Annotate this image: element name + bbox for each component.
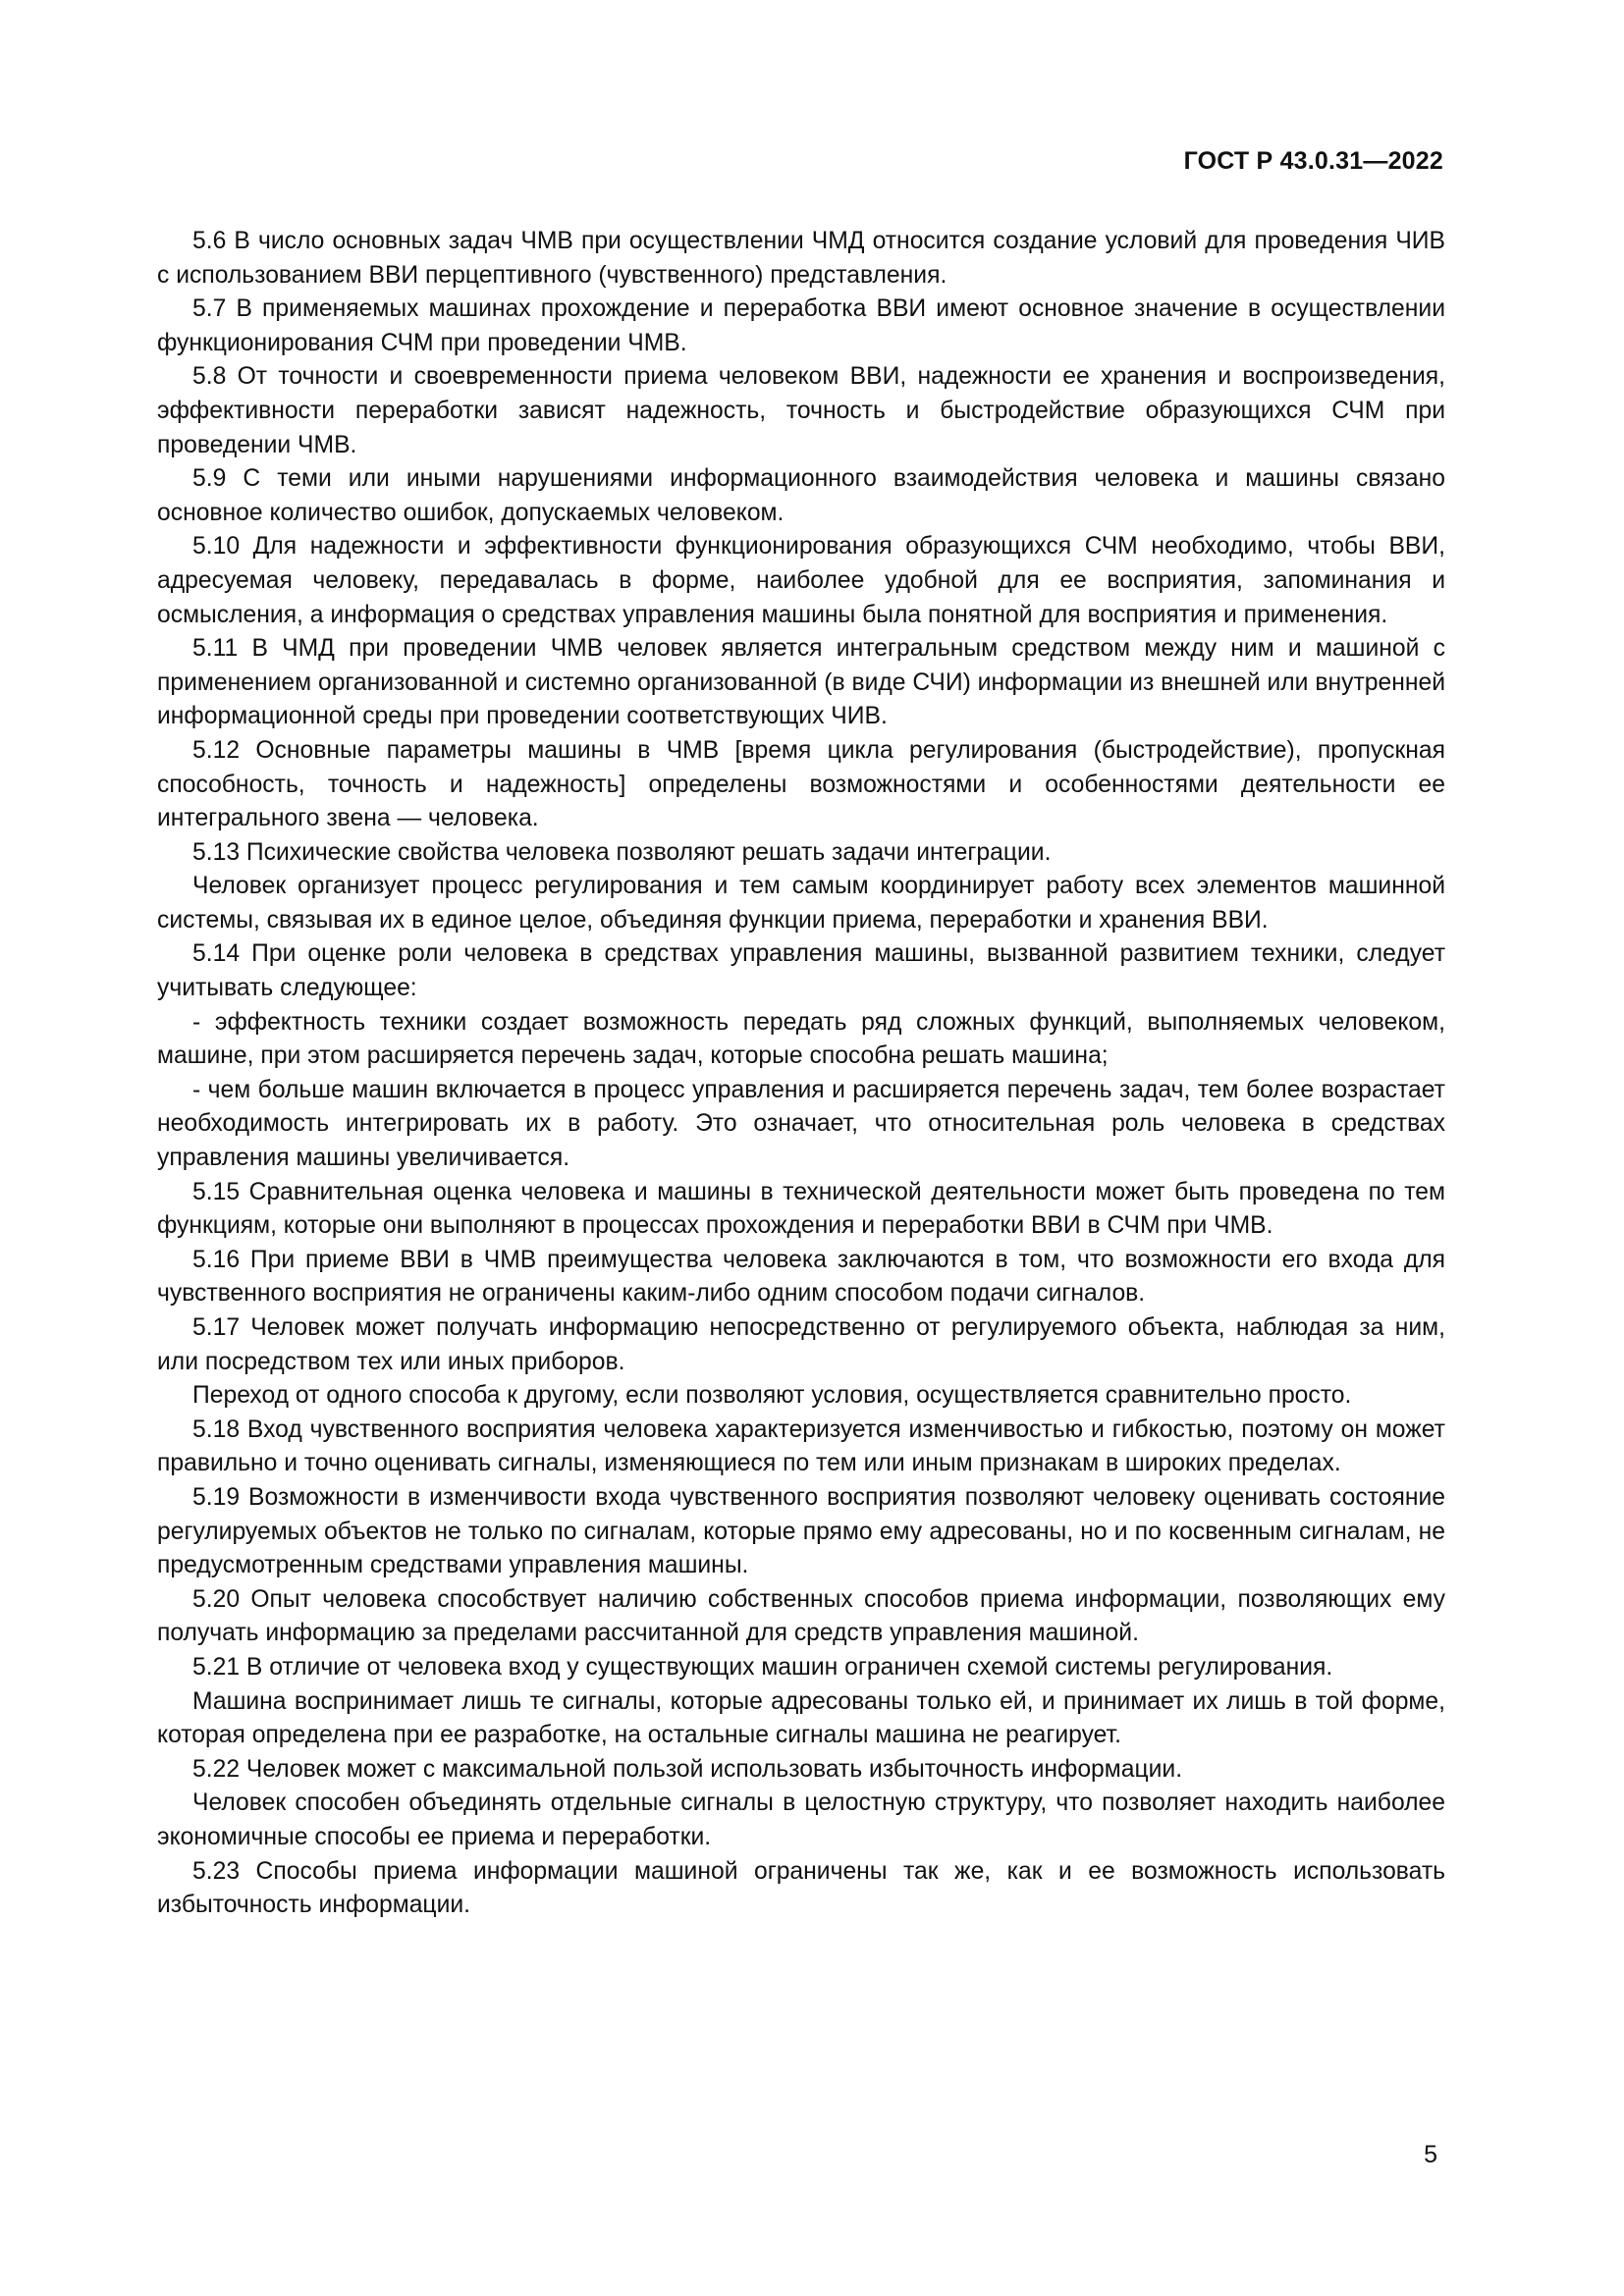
paragraph-5-21-cont: Машина воспринимает лишь те сигналы, которые адресованы только ей, и принимает их лишь в той форме, которая определена при ее разработке, на остальные сигналы машина не реагирует. (157, 1687, 1445, 1749)
paragraph-5-8: 5.8 От точности и своевременности приема человеком ВВИ, надежности ее хранения и воспроизведения, эффективности переработки зависят надежность, точность и быстродействие образующихся СЧМ при проведении ЧМВ. (157, 363, 1445, 458)
list-item-5-14-a: - эффектность техники создает возможность передать ряд сложных функций, выполняемых человеком, машине, при этом расширяется перечень задач, которые способна решать машина; (157, 1008, 1445, 1070)
document-body (157, 225, 1445, 1923)
paragraph-5-22: 5.22 Человек может с максимальной пользой использовать избыточность информации. (192, 1755, 1183, 1783)
paragraph-5-20: 5.20 Опыт человека способствует наличию собственных способов приема информации, позволяющих ему получать информацию за пределами рассчитанной для средств управления машиной. (157, 1585, 1445, 1647)
paragraph-5-6: 5.6 В число основных задач ЧМВ при осуществлении ЧМД относится создание условий для проведения ЧИВ с использованием ВВИ перцептивного (чувственного) представления. (157, 228, 1445, 289)
paragraph-5-9: 5.9 С теми или иными нарушениями информационного взаимодействия человека и машины связано основное количество ошибок, допускаемых человеком. (157, 465, 1445, 526)
paragraph-5-12: 5.12 Основные параметры машины в ЧМВ [время цикла регулирования (быстродействие), пропускная способность, точность и надежность] определены возможностями и особенностями деятельности ее интегрального звена — человека. (157, 736, 1445, 832)
paragraph-5-11: 5.11 В ЧМД при проведении ЧМВ человек является интегральным средством между ним и машиной с применением организованной и системно организованной (в виде СЧИ) информации из внешней или внутренней информационной среды при проведении соответствующих ЧИВ. (157, 635, 1445, 730)
paragraph-5-18: 5.18 Вход чувственного восприятия человека характеризуется изменчивостью и гибкостью, поэтому он может правильно и точно оценивать сигналы, изменяющиеся по тем или иным признакам в широких пределах. (157, 1415, 1445, 1477)
paragraph-5-14: 5.14 При оценке роли человека в средствах управления машины, вызванной развитием техники, следует учитывать следующее: (157, 940, 1445, 1002)
paragraph-5-17: 5.17 Человек может получать информацию непосредственно от регулируемого объекта, наблюдая за ним, или посредством тех или иных приборов. (157, 1314, 1445, 1375)
page-number: 5 (1424, 2141, 1437, 2168)
paragraph-5-17-cont: Переход от одного способа к другому, если позволяют условия, осуществляется сравнительно просто. (192, 1382, 1352, 1410)
paragraph-5-13-cont: Человек организует процесс регулирования и тем самым координирует работу всех элементов машинной системы, связывая их в единое целое, объединяя функции приема, переработки и хранения ВВИ. (157, 873, 1445, 934)
paragraph-5-16: 5.16 При приеме ВВИ в ЧМВ преимущества человека заключаются в том, что возможности его входа для чувственного восприятия не ограничены каким-либо одним способом подачи сигналов. (157, 1246, 1445, 1308)
paragraph-5-22-cont: Человек способен объединять отдельные сигналы в целостную структуру, что позволяет находить наиболее экономичные способы ее приема и переработки. (157, 1789, 1445, 1850)
document-header: ГОСТ Р 43.0.31—2022 (1183, 147, 1443, 175)
paragraph-5-21: 5.21 В отличие от человека вход у существующих машин ограничен схемой системы регулирования. (192, 1653, 1333, 1681)
paragraph-5-15: 5.15 Сравнительная оценка человека и машины в технической деятельности может быть проведена по тем функциям, которые они выполняют в процессах прохождения и переработки ВВИ в СЧМ при ЧМВ. (157, 1178, 1445, 1240)
paragraph-5-19: 5.19 Возможности в изменчивости входа чувственного восприятия позволяют человеку оценивать состояние регулируемых объектов не только по сигналам, которые прямо ему адресованы, но и по косвенным сигналам, не предусмотренным средствами управления машины. (157, 1483, 1445, 1579)
paragraph-5-7: 5.7 В применяемых машинах прохождение и переработка ВВИ имеют основное значение в осуществлении функционирования СЧМ при проведении ЧМВ. (157, 295, 1445, 356)
paragraph-5-10: 5.10 Для надежности и эффективности функционирования образующихся СЧМ необходимо, чтобы ВВИ, адресуемая человеку, передавалась в форме, наиболее удобной для ее восприятия, запоминания и осмысления, а информация о средствах управления машины была понятной для восприятия и применения. (157, 533, 1445, 628)
paragraph-5-23: 5.23 Способы приема информации машиной ограничены так же, как и ее возможность использовать избыточность информации. (157, 1857, 1445, 1919)
paragraph-5-13: 5.13 Психические свойства человека позволяют решать задачи интеграции. (192, 838, 1052, 866)
list-item-5-14-b: - чем больше машин включается в процесс управления и расширяется перечень задач, тем более возрастает необходимость интегрировать их в работу. Это означает, что относительная роль человека в средствах управления машины увеличивается. (157, 1076, 1445, 1172)
